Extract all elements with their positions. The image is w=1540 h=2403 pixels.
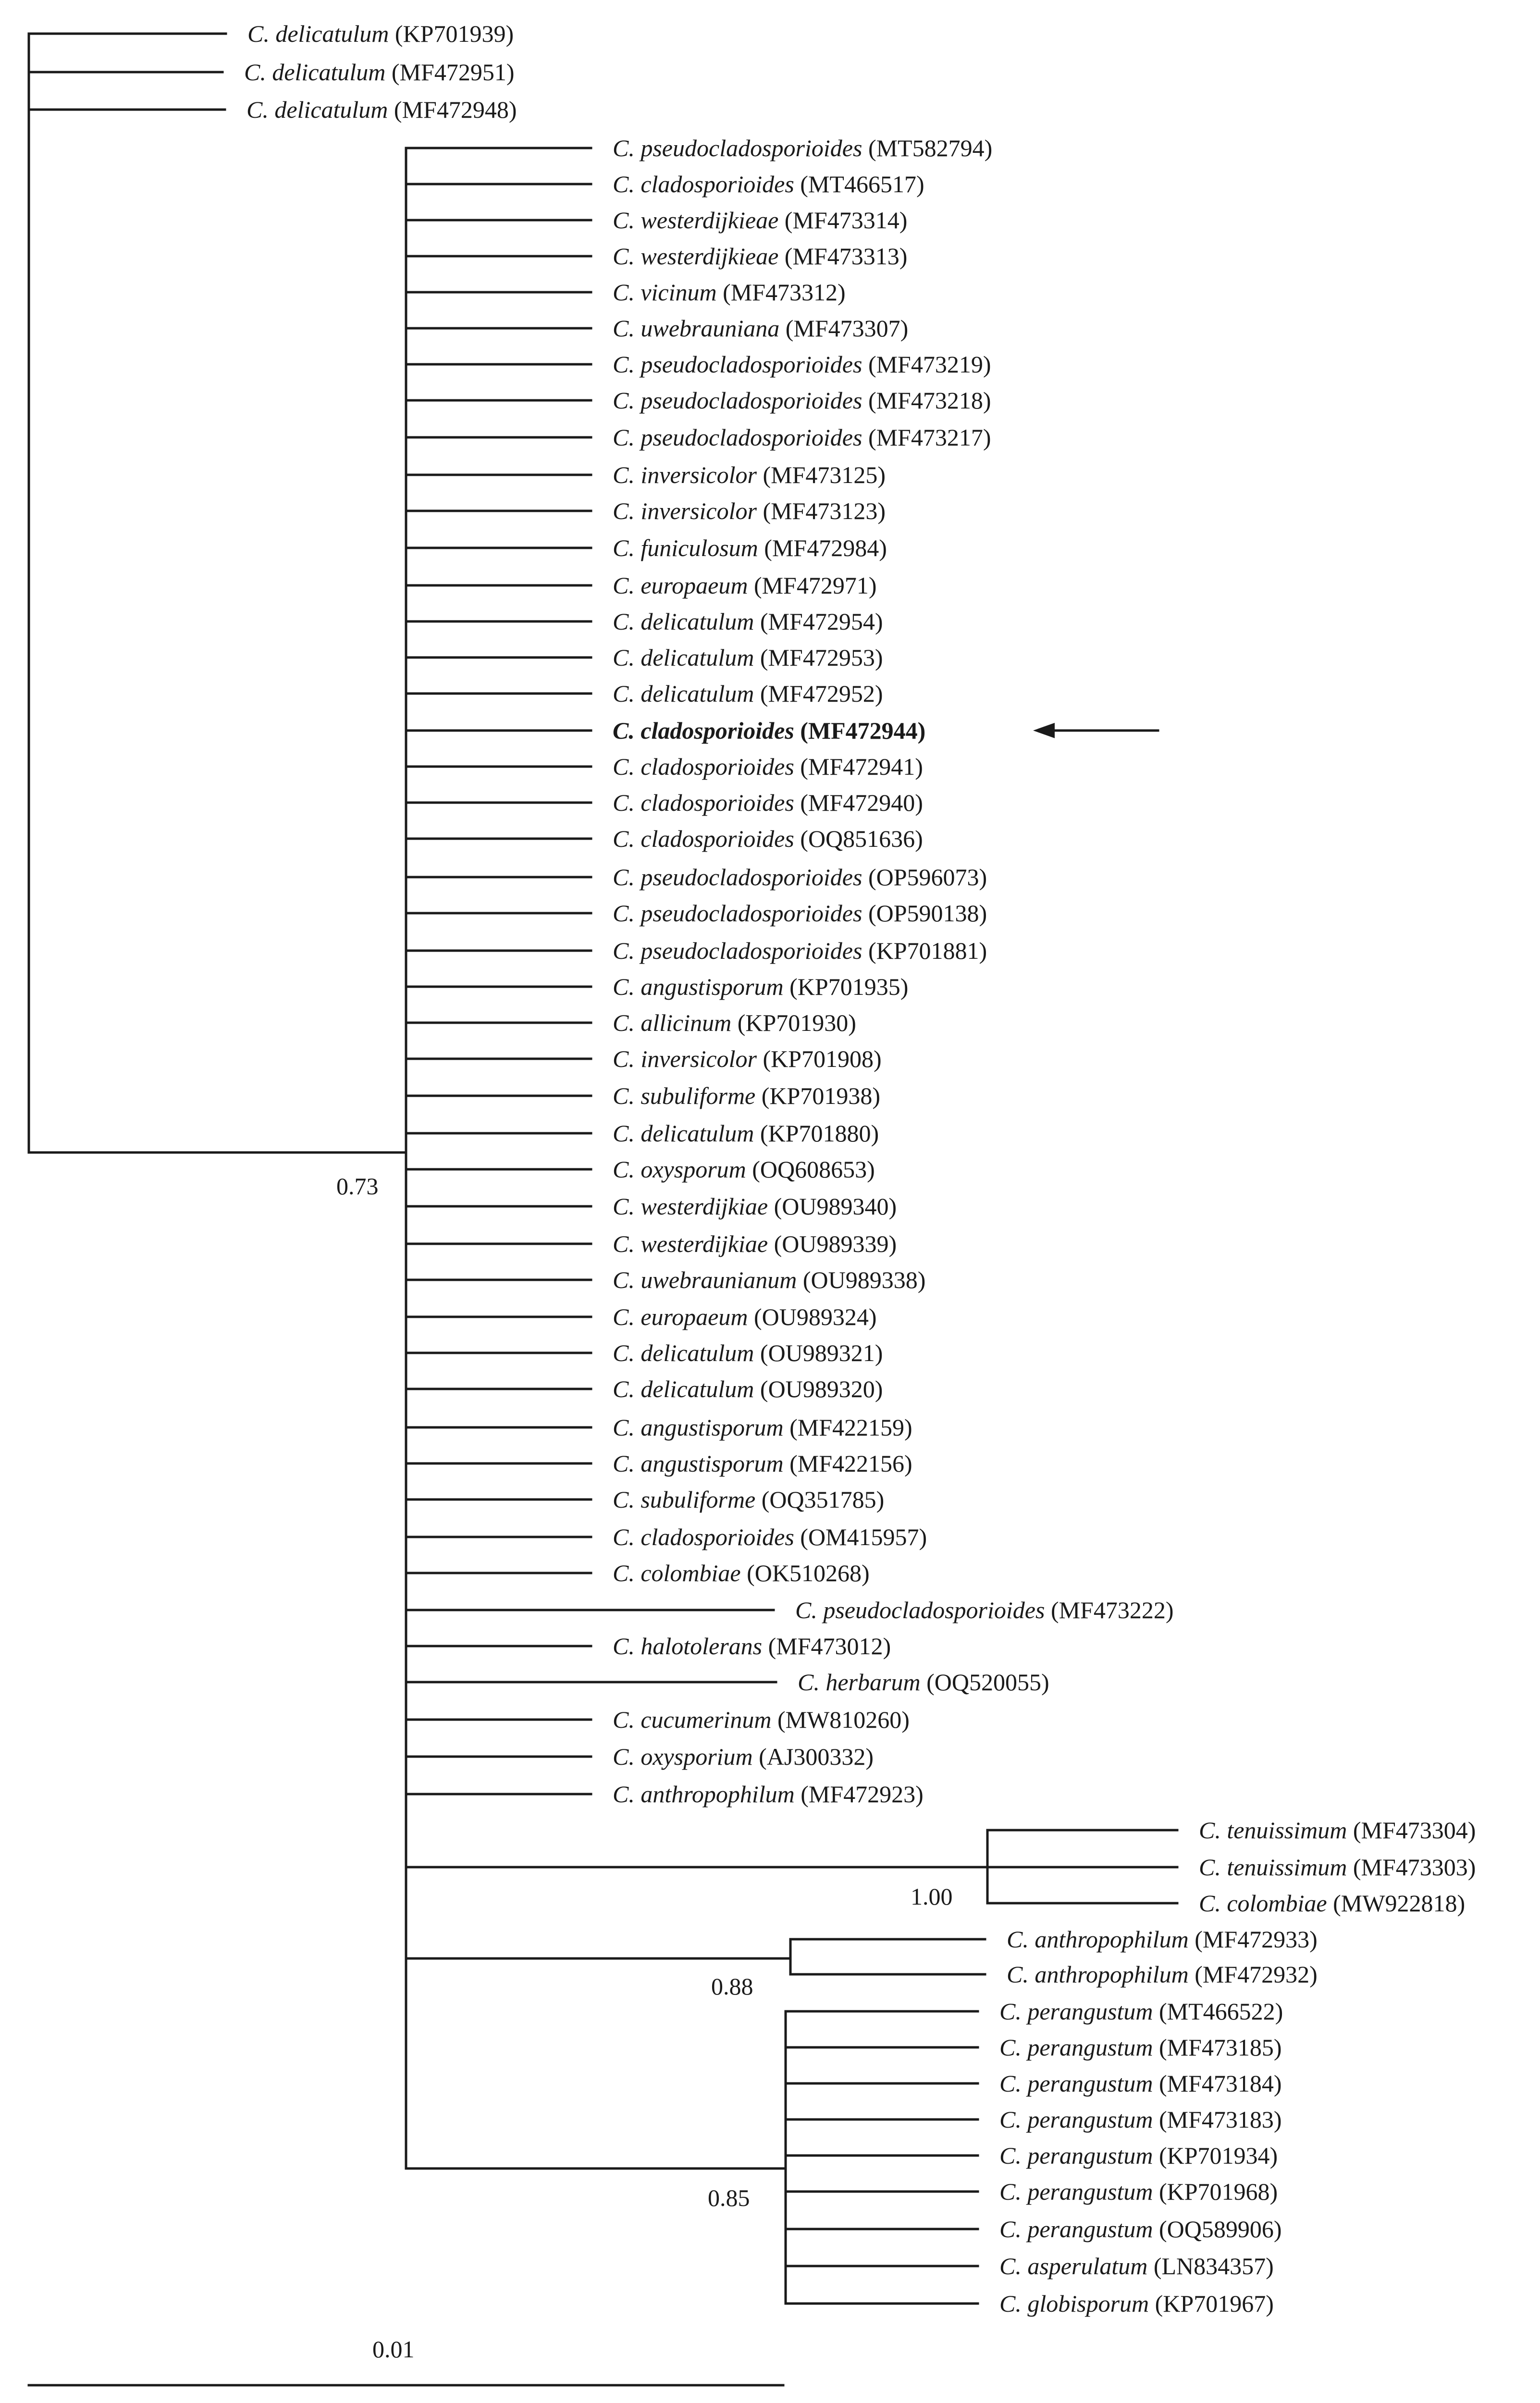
support-value: 0.85: [708, 2184, 750, 2211]
species-name: C. pseudocladosporioides: [613, 864, 862, 891]
taxon-label: [798, 1669, 1049, 1696]
accession-number: (OU989339): [768, 1230, 897, 1257]
accession-number: (MF472984): [758, 534, 887, 561]
taxon-label: [613, 1266, 925, 1293]
accession-number: (MF473222): [1045, 1597, 1174, 1623]
species-name: C. perangustum: [999, 2178, 1153, 2205]
taxon-label: [613, 864, 987, 891]
accession-number: (MF472932): [1188, 1961, 1318, 1988]
accession-number: (MW922818): [1327, 1890, 1466, 1917]
accession-number: (OU989324): [748, 1303, 877, 1330]
taxon-label: [244, 59, 515, 86]
support-value: 0.88: [711, 1973, 753, 2000]
taxon-label: [613, 351, 991, 378]
accession-number: (MF472948): [388, 96, 517, 123]
species-name: C. europaeum: [613, 572, 748, 599]
highlighted-taxon-label: [613, 717, 925, 744]
accession-number: (MF473217): [862, 424, 991, 451]
accession-number: (MF473304): [1347, 1817, 1476, 1844]
species-name: C. delicatulum: [613, 1120, 754, 1147]
species-name: C. delicatulum: [613, 1375, 754, 1402]
accession-number: (MF472952): [754, 680, 883, 707]
taxon-label: [1199, 1854, 1476, 1881]
taxon-label: [613, 1156, 875, 1183]
accession-number: (MT466522): [1153, 1998, 1283, 2025]
taxon-label: [613, 1450, 912, 1477]
taxon-label: [613, 572, 877, 599]
accession-number: (MT582794): [862, 135, 993, 161]
species-name: C. perangustum: [999, 2142, 1153, 2169]
species-name: C. delicatulum: [613, 1339, 754, 1366]
taxon-label: [999, 2253, 1274, 2279]
accession-number: (MF473125): [756, 461, 886, 488]
taxon-label: [613, 534, 887, 561]
accession-number: (MF473307): [779, 315, 909, 342]
species-name: C. delicatulum: [244, 59, 386, 86]
accession-number: (KP701908): [756, 1045, 882, 1072]
taxon-label: [613, 789, 923, 816]
taxon-label: [1199, 1817, 1476, 1844]
taxon-label: [247, 20, 514, 47]
taxon-label: [613, 644, 883, 671]
species-name: C. tenuissimum: [1199, 1854, 1347, 1881]
accession-number: (MF472951): [385, 59, 515, 86]
species-name: C. pseudocladosporioides: [795, 1597, 1045, 1623]
taxon-label: [613, 753, 923, 780]
species-name: C. oxysporum: [613, 1156, 746, 1183]
species-name: C. europaeum: [613, 1303, 748, 1330]
taxon-label: [999, 1998, 1283, 2025]
species-name: C. tenuissimum: [1199, 1817, 1347, 1844]
accession-number: (OP590138): [862, 900, 987, 927]
species-name: C. westerdijkieae: [613, 243, 779, 270]
accession-number: (OP596073): [862, 864, 987, 891]
accession-number: (OQ520055): [920, 1669, 1049, 1696]
species-name: C. angustisporum: [613, 1450, 784, 1477]
species-name: C. asperulatum: [999, 2253, 1148, 2279]
accession-number: (OK510268): [740, 1560, 870, 1586]
species-name: C. westerdijkiae: [613, 1230, 768, 1257]
taxon-label: [613, 1009, 856, 1036]
species-name: C. anthropophilum: [1007, 1961, 1189, 1988]
species-name: C. pseudocladosporioides: [613, 900, 862, 927]
taxon-label: [613, 135, 992, 161]
species-name: C. cladosporioides: [613, 1524, 794, 1550]
taxon-label: [613, 315, 908, 342]
species-name: C. anthropophilum: [1007, 1926, 1189, 1953]
species-name: C. anthropophilum: [613, 1781, 795, 1808]
taxon-label: [613, 1414, 912, 1441]
taxon-label: [999, 2106, 1282, 2133]
taxon-label: [613, 608, 883, 635]
accession-number: (KP701930): [731, 1009, 856, 1036]
accession-number: (MF472941): [794, 753, 923, 780]
taxon-label: [613, 424, 991, 451]
accession-number: (OU989320): [754, 1375, 883, 1402]
accession-number: (MF473185): [1153, 2034, 1282, 2061]
species-name: C. globisporum: [999, 2290, 1149, 2317]
accession-number: (MF472923): [794, 1781, 924, 1808]
accession-number: (MF473219): [862, 351, 991, 378]
accession-number: (MF422159): [783, 1414, 912, 1441]
taxon-label: [613, 1706, 910, 1733]
taxon-label: [613, 1303, 876, 1330]
species-name: C. pseudocladosporioides: [613, 351, 862, 378]
taxon-label: [999, 2034, 1282, 2061]
species-name: C. angustisporum: [613, 973, 784, 1000]
species-name: C. delicatulum: [246, 96, 388, 123]
taxon-label: [1199, 1890, 1465, 1917]
species-name: C. pseudocladosporioides: [613, 387, 862, 414]
taxon-label: [999, 2178, 1278, 2205]
taxon-label: [613, 1082, 880, 1109]
accession-number: (KP701935): [783, 973, 909, 1000]
taxon-label: [613, 1743, 874, 1770]
taxon-label: [999, 2142, 1278, 2169]
species-name: C. cucumerinum: [613, 1706, 772, 1733]
species-name: C. inversicolor: [613, 461, 757, 488]
species-name: C. pseudocladosporioides: [613, 937, 862, 964]
taxon-label: [613, 171, 924, 198]
species-name: C. herbarum: [798, 1669, 921, 1696]
species-name: C. perangustum: [999, 1998, 1153, 2025]
taxon-label: [246, 96, 517, 123]
taxon-label: [613, 1560, 870, 1586]
accession-number: (OU989321): [754, 1339, 883, 1366]
support-value: 1.00: [911, 1883, 953, 1910]
accession-number: (MF473218): [862, 387, 991, 414]
taxon-label: [999, 2290, 1274, 2317]
species-name: C. inversicolor: [613, 497, 757, 524]
taxon-label: [613, 1633, 891, 1660]
species-name: C. oxysporium: [613, 1743, 753, 1770]
taxon-label: [613, 243, 907, 270]
accession-number: (KP701881): [862, 937, 987, 964]
taxon-label: [613, 1193, 897, 1220]
species-name: C. subuliforme: [613, 1486, 756, 1513]
species-name: C. cladosporioides: [613, 171, 794, 198]
species-name: C. perangustum: [999, 2034, 1153, 2061]
accession-number: (MF472954): [754, 608, 883, 635]
taxon-label: [613, 825, 923, 852]
species-name: C. colombiae: [613, 1560, 741, 1586]
accession-number: (MF472940): [794, 789, 923, 816]
taxon-label: [613, 1230, 897, 1257]
taxon-label: [613, 1339, 883, 1366]
taxon-label: [613, 461, 886, 488]
taxon-label: [613, 1781, 924, 1808]
taxon-label: [613, 207, 907, 234]
species-name: C. uwebraunianum: [613, 1266, 797, 1293]
species-name: C. delicatulum: [613, 680, 754, 707]
species-name: C. uwebrauniana: [613, 315, 780, 342]
accession-number: (AJ300332): [752, 1743, 874, 1770]
taxon-label: [795, 1597, 1174, 1623]
taxon-label: [613, 387, 991, 414]
species-name: C. allicinum: [613, 1009, 732, 1036]
species-name: C. funiculosum: [613, 534, 758, 561]
accession-number: (MF472971): [748, 572, 877, 599]
species-name: C. inversicolor: [613, 1045, 757, 1072]
species-name: C. cladosporioides: [613, 789, 794, 816]
species-name: C. delicatulum: [247, 20, 389, 47]
scale-bar-label: 0.01: [372, 2336, 415, 2363]
accession-number: (OU989340): [768, 1193, 897, 1220]
species-name: C. perangustum: [999, 2106, 1153, 2133]
species-name: C. cladosporioides: [613, 753, 794, 780]
taxon-label: [613, 973, 908, 1000]
accession-number: (KP701939): [389, 20, 514, 47]
species-name: C. halotolerans: [613, 1633, 763, 1660]
accession-number: (MF472933): [1188, 1926, 1318, 1953]
accession-number: (MF473183): [1153, 2106, 1282, 2133]
accession-number: (MF472953): [754, 644, 883, 671]
accession-number: (MF473184): [1153, 2070, 1282, 2097]
taxon-label: [613, 680, 883, 707]
taxon-label: [613, 497, 886, 524]
accession-number: (KP701934): [1153, 2142, 1278, 2169]
accession-number: (OQ851636): [794, 825, 923, 852]
taxon-label: [999, 2070, 1282, 2097]
accession-number: (MF473312): [716, 279, 846, 306]
taxon-label: [1007, 1961, 1318, 1988]
accession-number: (KP701938): [755, 1082, 880, 1109]
taxon-label: [1007, 1926, 1318, 1953]
species-name: C. angustisporum: [613, 1414, 784, 1441]
species-name: C. cladosporioides: [613, 825, 794, 852]
accession-number: (LN834357): [1147, 2253, 1274, 2279]
taxon-label: [613, 937, 987, 964]
accession-number: (MW810260): [771, 1706, 910, 1733]
species-name: C. vicinum: [613, 279, 717, 306]
species-name: C. pseudocladosporioides: [613, 135, 862, 161]
accession-number: (MF473123): [756, 497, 886, 524]
accession-number: (KP701967): [1149, 2290, 1274, 2317]
accession-number: (MF472944): [794, 717, 926, 744]
accession-number: (MF473303): [1347, 1854, 1476, 1881]
accession-number: (OQ589906): [1153, 2216, 1282, 2242]
taxon-label: [613, 1375, 883, 1402]
species-name: C. subuliforme: [613, 1082, 756, 1109]
accession-number: (OU989338): [797, 1266, 926, 1293]
species-name: C. delicatulum: [613, 608, 754, 635]
species-name: C. westerdijkieae: [613, 207, 779, 234]
taxon-label: [613, 1524, 927, 1550]
species-name: C. perangustum: [999, 2070, 1153, 2097]
support-value: 0.73: [336, 1173, 379, 1200]
species-name: C. perangustum: [999, 2216, 1153, 2242]
taxon-label: [613, 1486, 884, 1513]
accession-number: (OQ608653): [746, 1156, 875, 1183]
accession-number: (OM415957): [794, 1524, 927, 1550]
species-name: C. cladosporioides: [613, 717, 794, 744]
species-name: C. westerdijkiae: [613, 1193, 768, 1220]
accession-number: (OQ351785): [755, 1486, 885, 1513]
accession-number: (MT466517): [794, 171, 924, 198]
taxon-label: [613, 1120, 879, 1147]
accession-number: (MF473314): [778, 207, 908, 234]
species-name: C. pseudocladosporioides: [613, 424, 862, 451]
accession-number: (MF422156): [783, 1450, 912, 1477]
taxon-label: [613, 900, 987, 927]
taxon-label: [999, 2216, 1282, 2242]
accession-number: (MF473313): [778, 243, 908, 270]
accession-number: (KP701880): [754, 1120, 879, 1147]
taxon-label: [613, 279, 846, 306]
species-name: C. colombiae: [1199, 1890, 1327, 1917]
accession-number: (KP701968): [1153, 2178, 1278, 2205]
species-name: C. delicatulum: [613, 644, 754, 671]
accession-number: (MF473012): [762, 1633, 891, 1660]
taxon-label: [613, 1045, 882, 1072]
